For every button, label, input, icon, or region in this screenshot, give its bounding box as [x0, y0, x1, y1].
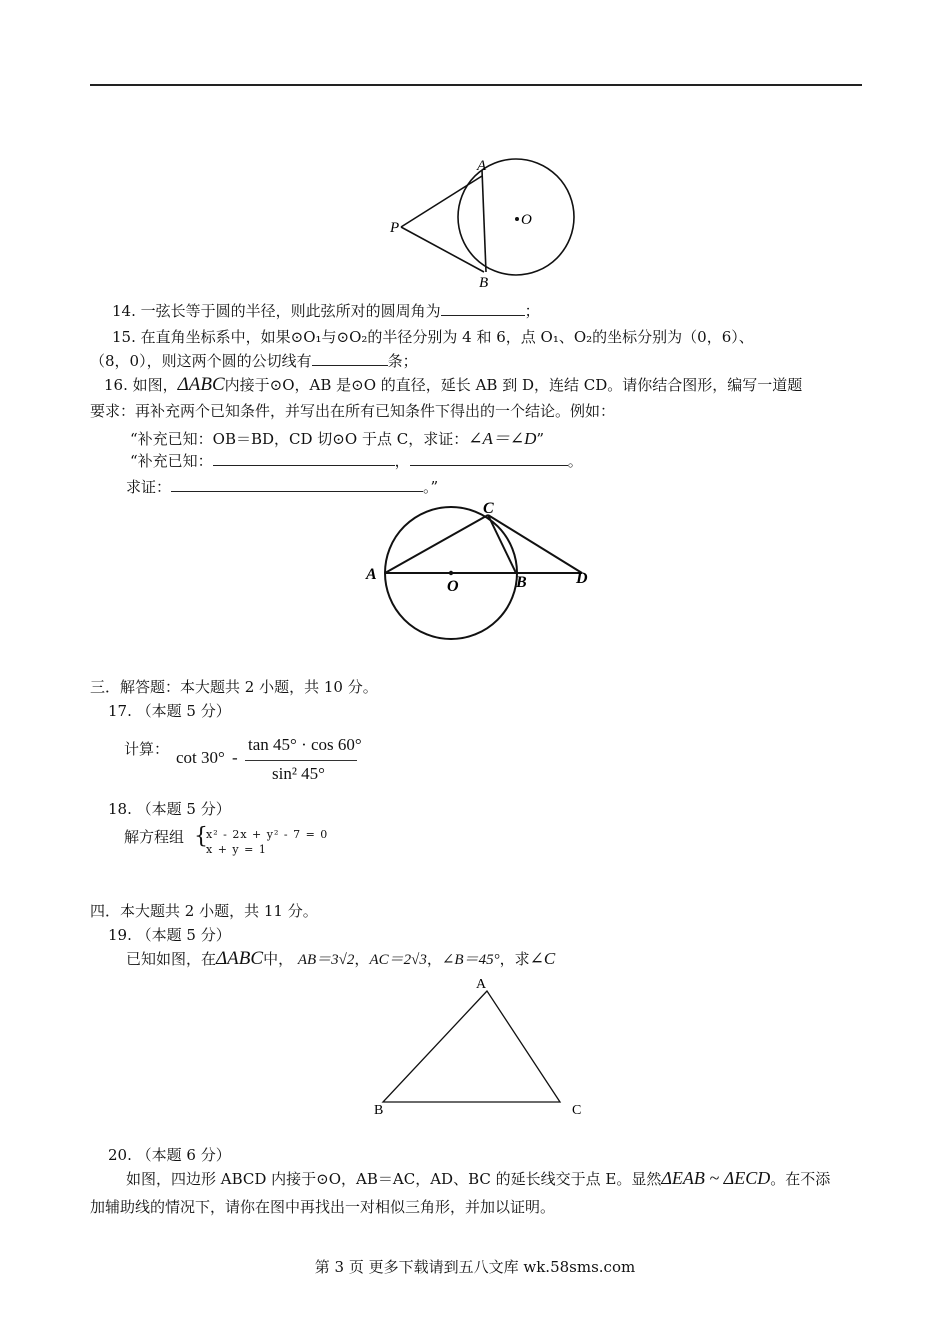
q19-angle: ∠B＝45°: [441, 952, 500, 968]
q16-fill-line: [130, 450, 583, 471]
q17-label: 17. （本题 5 分）: [108, 702, 231, 720]
q14-blank[interactable]: [441, 301, 525, 316]
q20-line2: 加辅助线的情况下，请你在图中再找出一对相似三角形，并加以证明。: [90, 1198, 556, 1216]
label-c2: C: [483, 500, 494, 517]
center-dot: [515, 217, 519, 221]
label-b3: B: [374, 1103, 384, 1118]
q19-target: ∠C: [529, 949, 556, 968]
q19-mid: 中，: [263, 950, 294, 968]
label-o: O: [521, 212, 532, 228]
q19-ab: AB＝3√2: [297, 952, 355, 968]
label-d2: D: [576, 570, 588, 587]
label-o2: O: [447, 578, 459, 595]
q16-fill-blank-1[interactable]: [213, 451, 395, 466]
label-b: B: [479, 275, 489, 290]
q16-fill-label: “补充已知：: [130, 452, 213, 470]
q14-line: [112, 300, 540, 321]
q15-blank[interactable]: [312, 351, 388, 366]
section4-title: 四．本大题共 2 小题，共 11 分。: [90, 902, 318, 920]
header-rule: [90, 84, 862, 86]
q17-fraction-bar: [245, 760, 357, 761]
section3-title: 三．解答题：本大题共 2 小题，共 10 分。: [90, 678, 378, 696]
q16-fill-comma: ，: [394, 452, 410, 470]
q16-prove-label: 求证：: [126, 478, 172, 496]
figure-inscribed-triangle: [360, 495, 600, 645]
center-dot-2: [449, 571, 453, 575]
label-b2: B: [516, 574, 527, 591]
q16-fill-blank-2[interactable]: [410, 451, 568, 466]
q16-prove-end: 。”: [423, 478, 439, 496]
q20-text-end: 。在不添: [770, 1170, 831, 1188]
q16-fill-end: 。: [567, 452, 583, 470]
q16-example-end: ”: [536, 430, 545, 448]
q16-prove-blank[interactable]: [171, 477, 423, 492]
q15-line1: 15. 在直角坐标系中，如果⊙O₁与⊙O₂的半径分别为 4 和 6，点 O₁、O₂的坐标分别为（0，6）、: [112, 328, 754, 346]
q20-text: 如图，四边形 ABCD 内接于⊙O，AB＝AC，AD、BC 的延长线交于点 E。显然: [126, 1170, 662, 1188]
q16-example-text: “补充已知：OB＝BD，CD 切⊙O 于点 C，求证：: [130, 430, 469, 448]
q17-calc-label: 计算：: [124, 740, 170, 758]
q16-line2: 要求：再补充两个已知条件，并写出在所有已知条件下得出的一个结论。例如：: [90, 402, 616, 420]
q19-prefix: 已知如图，在: [126, 950, 217, 968]
label-a3: A: [476, 977, 487, 992]
line-ac: [385, 515, 488, 573]
label-a2: A: [366, 566, 377, 583]
q20-label: 20. （本题 6 分）: [108, 1146, 231, 1164]
q16-example-math: ∠A＝∠D: [468, 429, 537, 448]
q14-end: ；: [524, 302, 540, 320]
q16-rest: 内接于⊙O，AB 是⊙O 的直径，延长 AB 到 D，连结 CD。请你结合图形，编写一道题: [224, 376, 803, 394]
q19-label: 19. （本题 5 分）: [108, 926, 231, 944]
label-c3: C: [572, 1103, 582, 1118]
q19-ask: ，求: [499, 950, 530, 968]
tangent-pb: [401, 227, 484, 272]
q15-line2: [90, 350, 418, 371]
q18-eq1: x² - 2x + y² - 7 = 0: [206, 828, 329, 841]
page-footer: 第 3 页 更多下载请到五八文库 wk.58sms.com: [314, 1258, 636, 1276]
circle-o: [458, 159, 574, 275]
label-p: P: [390, 220, 400, 236]
q15-end: 条；: [387, 352, 418, 370]
figure-tangent-circle: [385, 150, 585, 290]
q20-line1: [126, 1168, 830, 1189]
q16-example: [130, 424, 544, 449]
q20-similar: ΔEAB ~ ΔECD: [661, 1168, 771, 1188]
chord-ab: [482, 170, 486, 272]
tangent-pa: [401, 176, 482, 227]
q18-eq2: x + y = 1: [206, 843, 267, 856]
q16-prefix: 16. 如图，: [104, 376, 178, 394]
q16-triangle: ΔABC: [177, 374, 225, 395]
q15-text: （8，0），则这两个圆的公切线有: [90, 352, 312, 370]
q17-denominator: sin² 45°: [272, 764, 325, 783]
q14-text: 14. 一弦长等于圆的半径，则此弦所对的圆周角为: [112, 302, 441, 320]
figure-triangle-abc: [365, 972, 595, 1122]
q16-prove-line: [126, 476, 438, 497]
q18-label: 18. （本题 5 分）: [108, 800, 231, 818]
q18-brace: {: [194, 824, 208, 849]
triangle-abc: [383, 991, 560, 1102]
q17-numerator: tan 45° · cos 60°: [248, 735, 362, 754]
q19-triangle: ΔABC: [216, 948, 264, 969]
q17-minus: -: [232, 748, 238, 767]
q17-cot: cot 30°: [176, 748, 225, 767]
q16-line1: [104, 374, 802, 396]
q18-text: 解方程组: [124, 828, 185, 846]
q19-ac: AC＝2√3: [369, 952, 427, 968]
label-a: A: [477, 158, 487, 174]
q19-line: 已知如图，在ΔABC中， AB＝3√2，AC＝2√3，∠B＝45°，求∠C: [126, 948, 556, 969]
